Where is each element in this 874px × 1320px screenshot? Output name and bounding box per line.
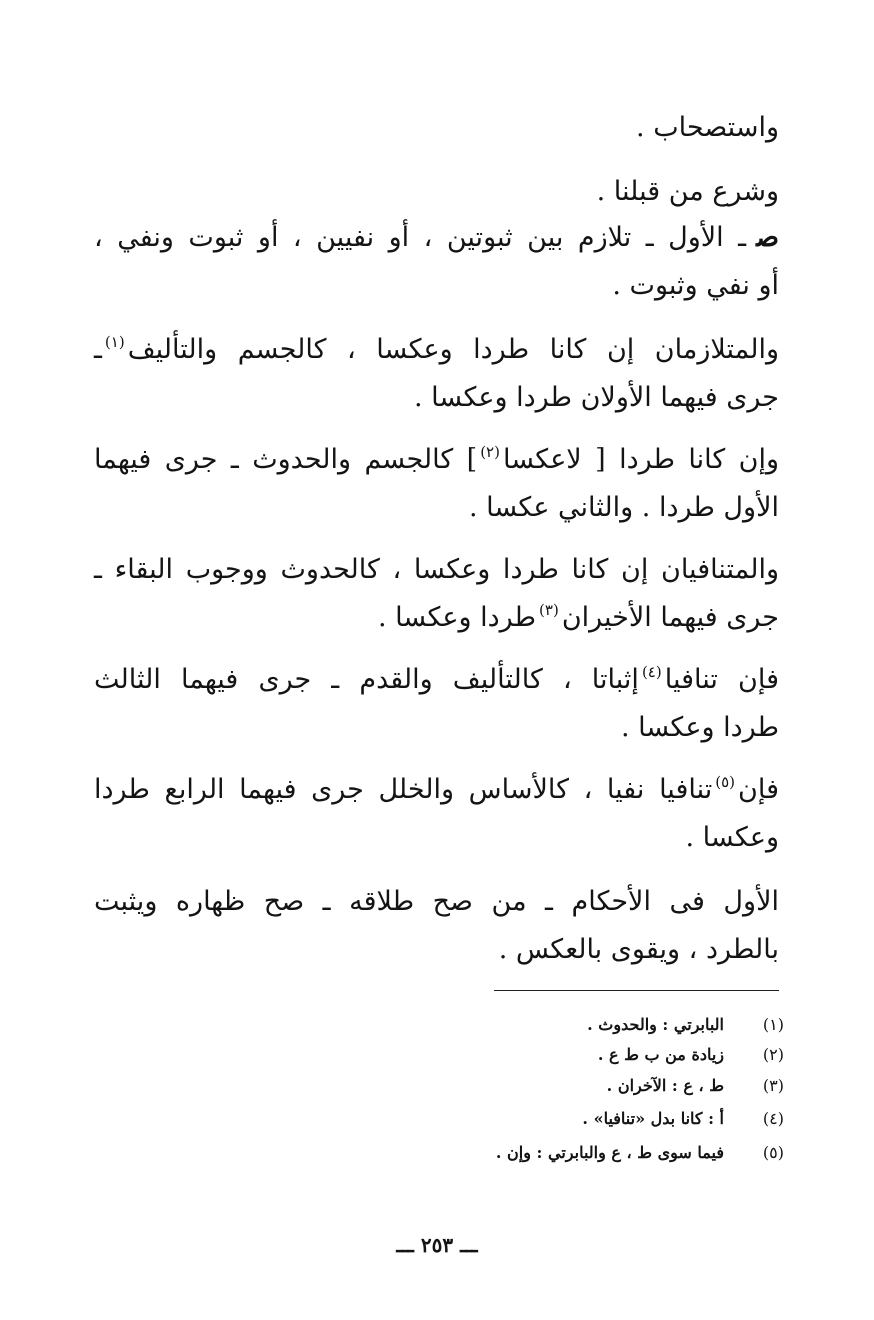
footnote-4 (582, 1107, 784, 1131)
line-text: الأول طردا . والثاني عكسا . (468, 492, 779, 523)
section-marker: ص (756, 222, 779, 253)
line-text: والمتلازمان إن كانا طردا وعكسا ، كالجسم والتأليف (127, 334, 779, 365)
footnote-separator (494, 990, 779, 991)
line-text: وإن كانا طردا [ لاعكسا (502, 444, 779, 475)
footnote-text: أ : كانا بدل «تنافيا» . (582, 1109, 724, 1128)
line-text: أو نفي وثبوت . (612, 270, 779, 301)
line-text: واستصحاب . (636, 112, 779, 143)
line-text: ـ الأول ـ تلازم بين ثبوتين ، أو نفيين ، أو ثبوت ونفي ، (94, 222, 747, 253)
line-text: طردا وعكسا . (377, 602, 537, 633)
footnote-text: البابرتي : والحدوث . (587, 1015, 724, 1034)
footnote-text: فيما سوى ط ، ع والبابرتي : وإن . (495, 1143, 724, 1162)
footnote-2 (598, 1043, 784, 1067)
text-line-4 (94, 266, 779, 306)
text-line-3 (94, 218, 779, 258)
line-text: طردا وعكسا . (620, 712, 779, 743)
footnote-ref-3[interactable]: (٣) (539, 601, 559, 619)
line-text: جرى فيهما الأخيران (561, 602, 779, 633)
line-text: إثباتا ، كالتأليف والقدم ـ جرى فيهما الثالث (94, 664, 639, 695)
text-line-12 (94, 708, 779, 748)
line-text: وعكسا . (685, 822, 779, 853)
footnote-ref-4[interactable]: (٤) (641, 663, 662, 681)
footnote-3 (607, 1074, 784, 1098)
line-text: بالطرد ، ويقوى بالعكس . (498, 934, 779, 965)
text-line-5 (94, 330, 779, 373)
line-text: تنافيا نفيا ، كالأساس والخلل جرى فيهما الرابع طردا (94, 774, 713, 805)
line-text: جرى فيهما الأولان طردا وعكسا . (413, 382, 779, 413)
line-text: والمتنافيان إن كانا طردا وعكسا ، كالحدوث ووجوب البقاء ـ (94, 554, 779, 585)
footnote-ref-5[interactable]: (٥) (715, 773, 736, 791)
text-line-13 (94, 770, 779, 813)
text-line-15 (94, 882, 779, 922)
line-text: فإن (738, 774, 779, 805)
footnote-1 (587, 1013, 784, 1037)
footnote-number: (١) (762, 1015, 784, 1034)
footnote-ref-1[interactable]: (١) (104, 333, 125, 351)
text-line-1 (94, 108, 779, 148)
text-line-11 (94, 660, 779, 703)
footnote-number: (٤) (762, 1109, 784, 1128)
footnote-text: زيادة من ب ط ع . (597, 1045, 724, 1064)
line-text: ـ (94, 334, 102, 365)
footnote-number: (٥) (762, 1143, 784, 1162)
footnote-5 (496, 1141, 784, 1165)
text-line-7 (94, 440, 779, 483)
footnote-number: (٢) (762, 1045, 784, 1064)
text-line-9 (94, 550, 779, 590)
text-line-16 (94, 930, 779, 970)
text-line-10 (94, 598, 779, 641)
line-text: الأول فى الأحكام ـ من صح طلاقه ـ صح ظهاره ويثبت (94, 886, 779, 917)
page-number: ـــ ٢٥٣ ـــ (396, 1233, 478, 1257)
text-line-2 (94, 172, 779, 212)
text-line-8 (94, 488, 779, 528)
line-text: فإن تنافيا (664, 664, 779, 695)
line-text: ] كالجسم والحدوث ـ جرى فيهما (94, 444, 478, 475)
text-line-14 (94, 818, 779, 858)
footnote-number: (٣) (762, 1076, 784, 1095)
text-line-6 (94, 378, 779, 418)
footnote-ref-2[interactable]: (٢) (480, 443, 500, 461)
footnote-text: ط ، ع : الآخران . (606, 1076, 724, 1095)
line-text: وشرع من قبلنا . (596, 176, 779, 207)
